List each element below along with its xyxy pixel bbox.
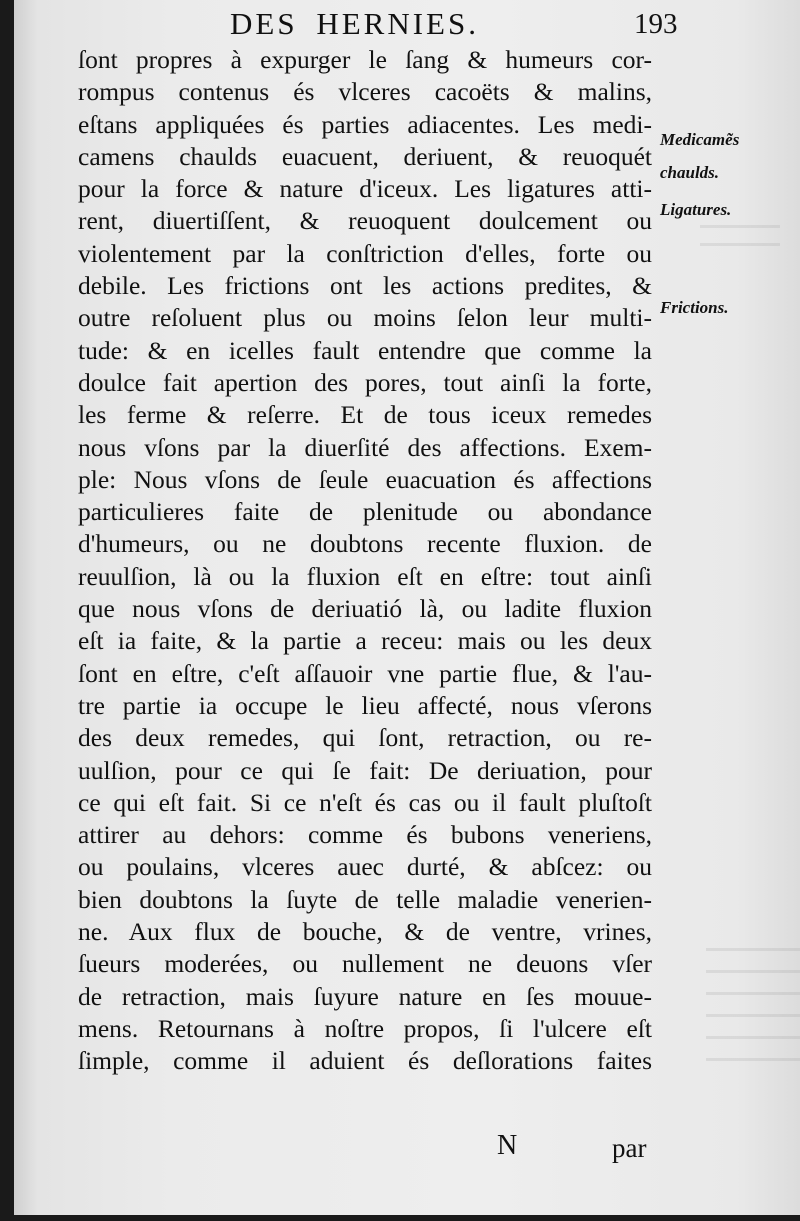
text-line: nous vſons par la diuerſité des affections. Exem-	[78, 432, 652, 462]
text-line: ple: Nous vſons de ſeule euacuation és affections	[78, 464, 652, 494]
text-line: bien doubtons la ſuyte de telle maladie venerien-	[78, 884, 652, 914]
margin-note-chaulds: chaulds.	[660, 163, 720, 182]
show-through-text	[706, 948, 800, 1078]
text-line: reuulſion, là ou la fluxion eſt en eſtre: tout ainſi	[78, 561, 652, 591]
text-line: violentement par la conſtriction d'elles, forte ou	[78, 238, 652, 268]
text-line: tude: & en icelles fault entendre que comme la	[78, 335, 652, 365]
text-line: ſueurs moderées, ou nullement ne deuons vſer	[78, 949, 652, 979]
text-line: pour la force & nature d'iceux. Les ligatures atti-	[78, 174, 652, 204]
text-line: doulce fait apertion des pores, tout ainſi la forte,	[78, 367, 652, 397]
text-line: rent, diuertiſſent, & reuoquent doulcement ou	[78, 206, 652, 236]
text-line: d'humeurs, ou ne doubtons recente fluxion. de	[78, 529, 652, 559]
signature-mark: N	[497, 1130, 518, 1161]
text-line: les ferme & reſerre. Et de tous iceux remedes	[78, 400, 652, 430]
text-line: ſont propres à expurger le ſang & humeurs cor-	[78, 45, 652, 74]
text-line: eſt ia faite, & la partie a receu: mais ou les deux	[78, 626, 652, 656]
text-line: ne. Aux flux de bouche, & de ventre, vrines,	[78, 917, 652, 947]
page-number: 193	[634, 8, 678, 40]
catchword: par	[612, 1133, 647, 1163]
text-line: uulſion, pour ce qui ſe fait: De deriuation, pour	[78, 755, 652, 785]
text-line: tre partie ia occupe le lieu affecté, nous vſerons	[78, 690, 652, 720]
body-text	[78, 44, 652, 1078]
running-title: DES HERNIES.	[230, 6, 479, 41]
show-through-text	[700, 225, 780, 261]
margin-note-medicaments: Medicamẽs	[660, 130, 740, 149]
text-line: ſont en eſtre, c'eſt aſſauoir vne partie flue, & l'au-	[78, 658, 652, 688]
text-line: particulieres faite de plenitude ou abondance	[78, 497, 652, 527]
text-line: ſimple, comme il aduient és deſlorations faites	[78, 1046, 652, 1076]
margin-note-frictions: Frictions.	[660, 298, 729, 317]
text-line: des deux remedes, qui ſont, retraction, ou re-	[78, 723, 652, 753]
text-line: de retraction, mais ſuyure nature en ſes mouue-	[78, 981, 652, 1011]
text-line: mens. Retournans à noſtre propos, ſi l'ulcere eſt	[78, 1013, 652, 1043]
text-line: debile. Les frictions ont les actions predites, &	[78, 271, 652, 301]
text-line: outre reſoluent plus ou moins ſelon leur multi-	[78, 303, 652, 333]
text-line: ce qui eſt fait. Si ce n'eſt és cas ou il fault pluſtoſt	[78, 787, 652, 817]
text-line: que nous vſons de deriuatió là, ou ladite fluxion	[78, 594, 652, 624]
text-line: rompus contenus és vlceres cacoëts & malins,	[78, 77, 652, 107]
text-line: ou poulains, vlceres auec durté, & abſcez: ou	[78, 852, 652, 882]
text-line: camens chaulds euacuent, deriuent, & reuoquét	[78, 141, 652, 171]
text-line: eſtans appliquées és parties adiacentes. Les medi-	[78, 109, 652, 139]
text-line: attirer au dehors: comme és bubons veneriens,	[78, 820, 652, 850]
margin-note-ligatures: Ligatures.	[660, 200, 732, 219]
